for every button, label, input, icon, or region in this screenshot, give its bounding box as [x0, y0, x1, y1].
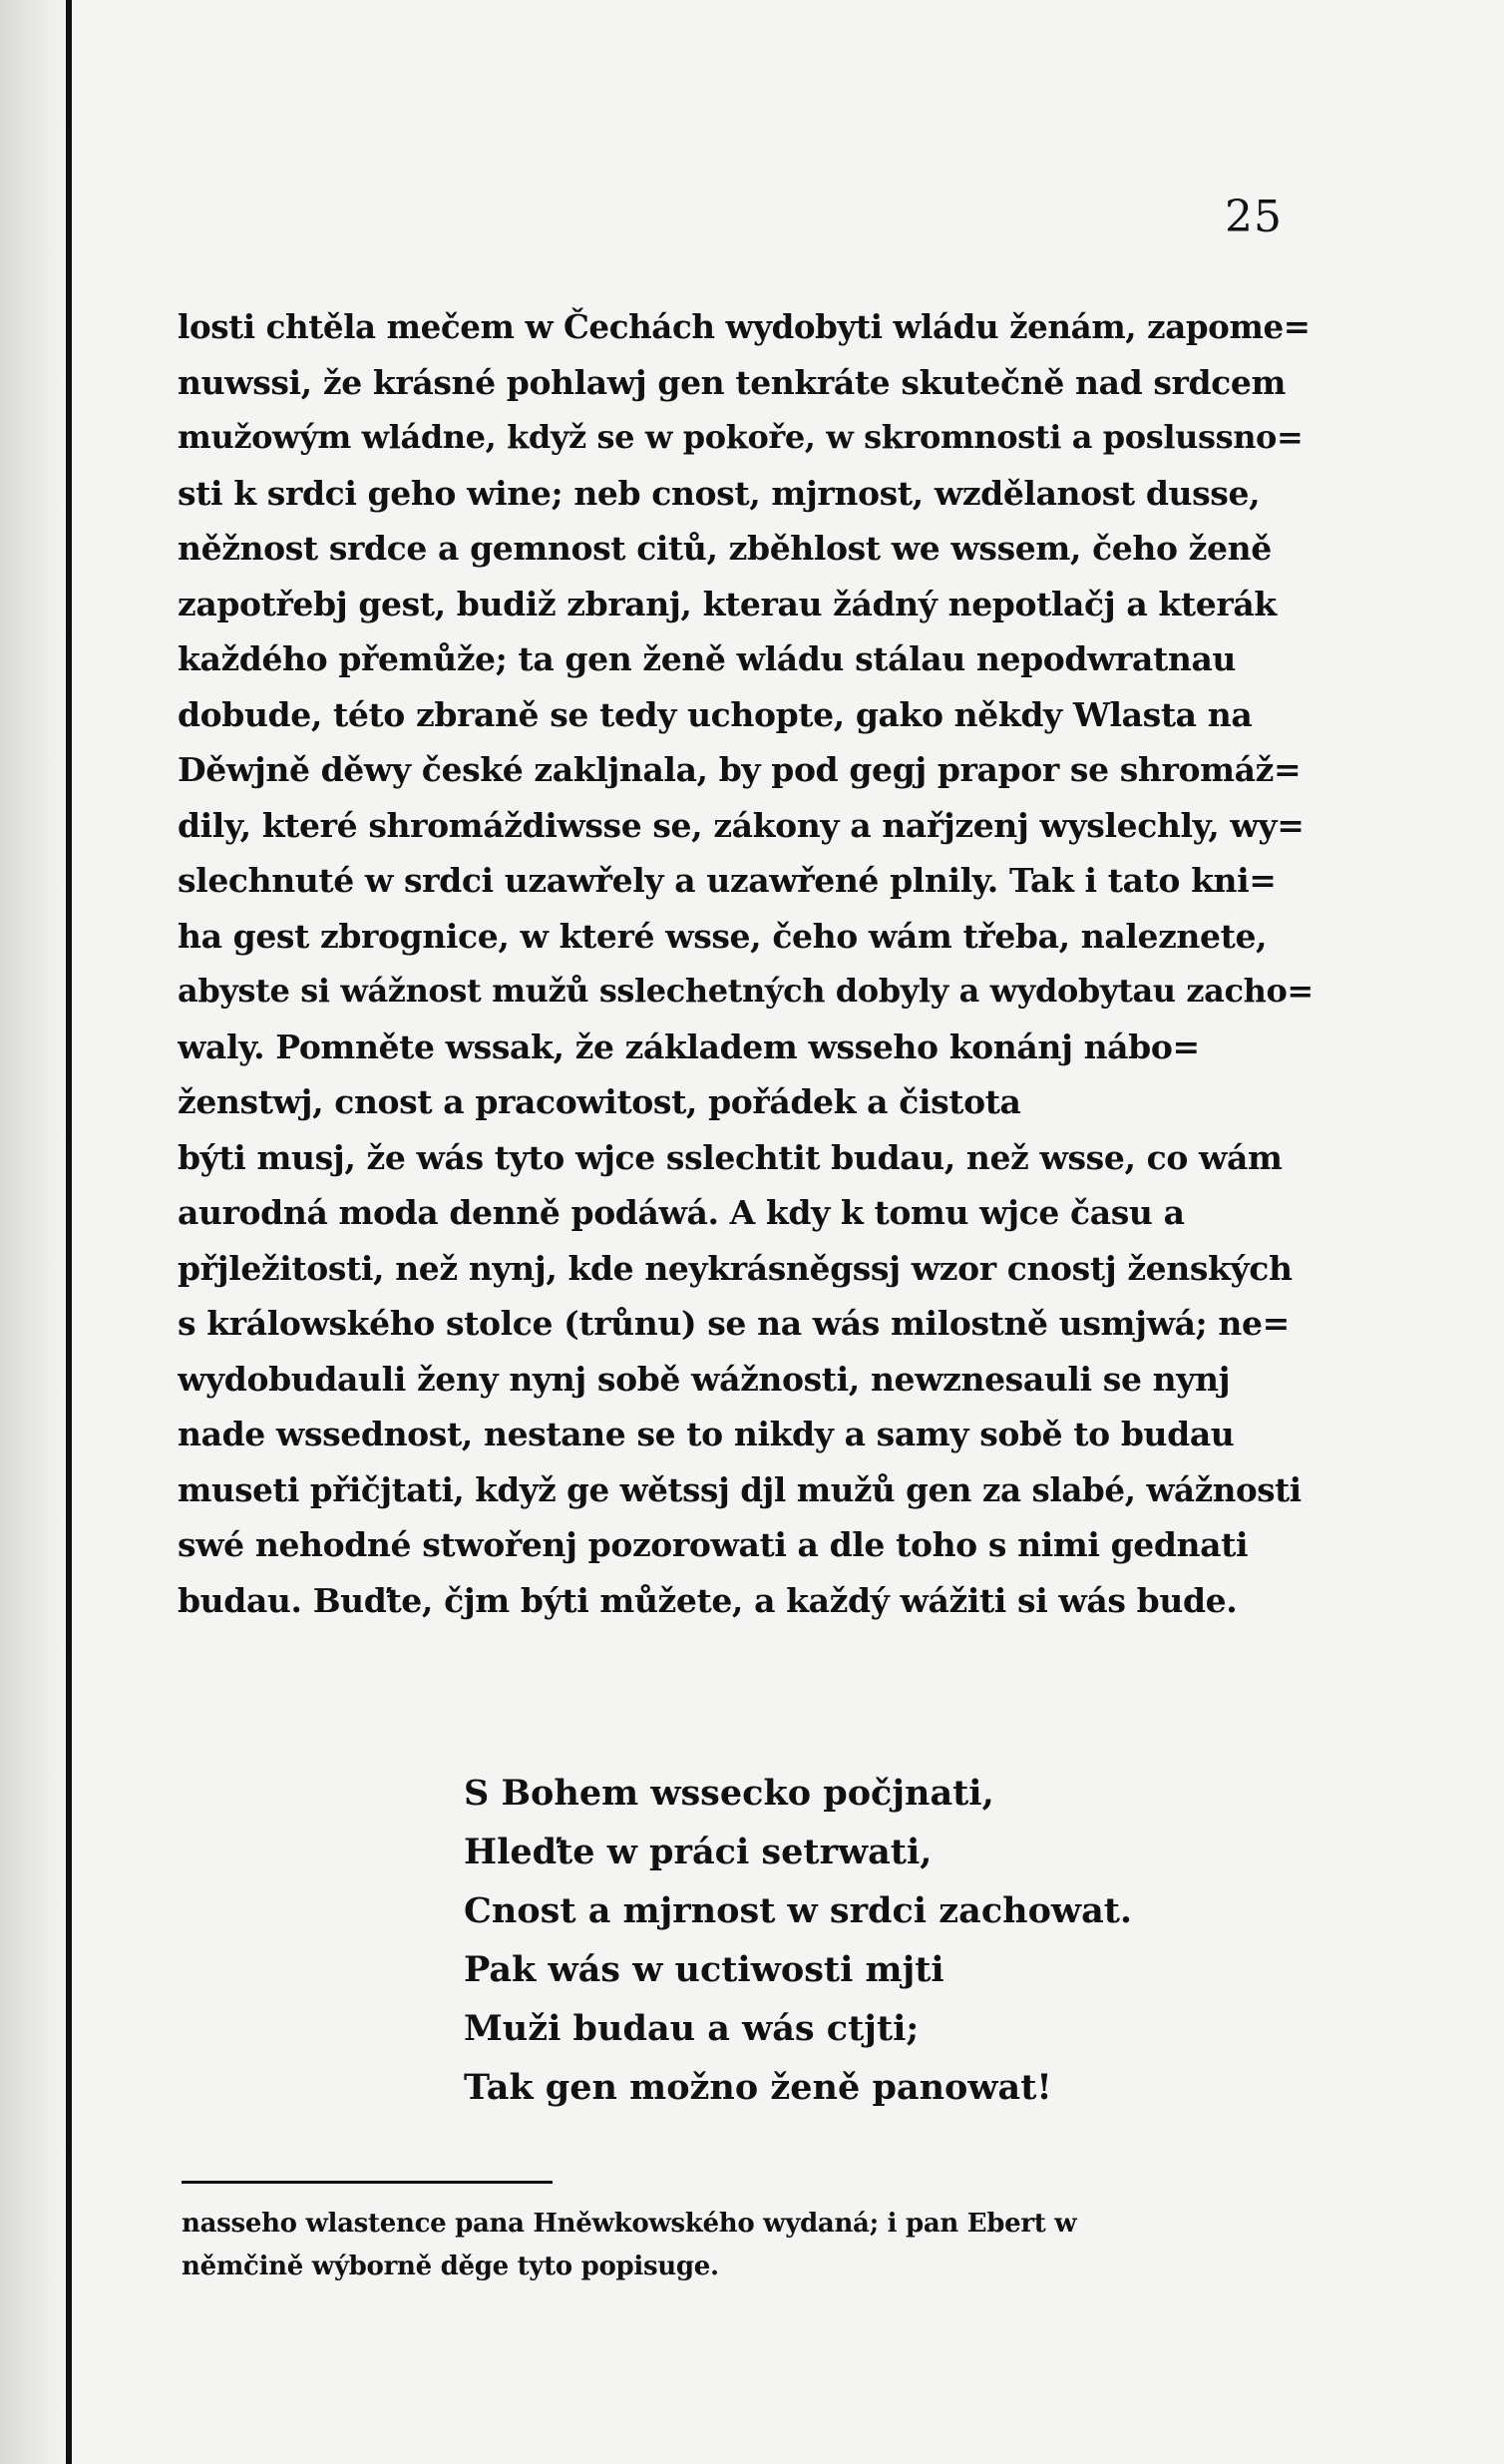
text-line: slechnuté w srdci uzawřely a uzawřené plnily. Tak i tato kni= — [178, 861, 1277, 900]
poem-line: Hleďte w práci setrwati, — [464, 1832, 933, 1872]
text-line: nuwssi, že krásné pohlawj gen tenkráte skutečně nad srdcem — [178, 362, 1286, 402]
text-line: ha gest zbrognice, w které wsse, čeho wám třeba, naleznete, — [178, 916, 1268, 956]
text-line: každého přemůže; ta gen ženě wládu stálau nepodwratnau — [178, 639, 1237, 678]
text-line: býti musj, že wás tyto wjce sslechtit budau, než wsse, co wám — [178, 1137, 1283, 1177]
footnote-line: němčině wýborně děge tyto popisuge. — [182, 2252, 719, 2281]
text-line: swé nehodné stwořenj pozorowati a dle toho s nimi gednati — [178, 1525, 1249, 1564]
text-line: abyste si wážnost mužů sslechetných dobyly a wydobytau zacho= — [178, 972, 1314, 1010]
text-line: dily, které shromáždiwsse se, zákony a nařjzenj wyslechly, wy= — [178, 805, 1305, 845]
text-line: losti chtěla mečem w Čechách wydobyti wládu ženám, zapome= — [178, 307, 1311, 346]
poem-line: S Bohem wssecko počjnati, — [464, 1773, 994, 1814]
text-line: s králowského stolce (trůnu) se na wás milostně usmjwá; ne= — [178, 1304, 1290, 1343]
text-line: přjležitosti, než nynj, kde neykrásněgssj wzor cnostj ženských — [178, 1248, 1293, 1288]
text-line: waly. Pomněte wssak, že základem wsseho konánj nábo= — [178, 1027, 1200, 1066]
body-text — [178, 299, 1315, 1628]
poem-line: Pak wás w uctiwosti mjti — [464, 1949, 944, 1990]
poem-verse-block — [464, 1764, 1262, 2117]
text-line: dobude, této zbraně se tedy uchopte, gako někdy Wlasta na — [178, 694, 1253, 734]
text-line: wydobudauli ženy nynj sobě wážnosti, newznesauli se nynj — [178, 1359, 1231, 1399]
page-number: 25 — [1225, 192, 1283, 242]
text-line: něžnost srdce a gemnost citů, zběhlost we wssem, čeho ženě — [178, 529, 1272, 568]
footnote-line: nasseho wlastence pana Hněwkowského wydaná; i pan Ebert w — [182, 2209, 1077, 2239]
text-line: museti přičjtati, když ge wětssj djl mužů gen za slabé, wážnosti — [178, 1469, 1302, 1509]
book-spine-edge — [0, 0, 72, 2464]
text-line: nade wssednost, nestane se to nikdy a samy sobě to budau — [178, 1415, 1235, 1453]
footnote-divider — [182, 2181, 553, 2184]
text-line: zapotřebj gest, budiž zbranj, kterau žádný nepotlačj a kterák — [178, 584, 1277, 623]
poem-line: Cnost a mjrnost w srdci zachowat. — [464, 1890, 1133, 1931]
poem-line: Muži budau a wás ctjti; — [464, 2008, 920, 2049]
text-line: budau. Buďte, čjm býti můžete, a každý wážiti si wás bude. — [178, 1580, 1238, 1620]
text-line: ženstwj, cnost a pracowitost, pořádek a čistota — [178, 1082, 1021, 1121]
text-line: Děwjně děwy české zakljnala, by pod gegj prapor se shromáž= — [178, 750, 1302, 789]
text-line: mužowým wládne, když se w pokoře, w skromnosti a poslussno= — [178, 418, 1304, 456]
text-line: sti k srdci geho wine; neb cnost, mjrnost, wzdělanost dusse, — [178, 473, 1261, 513]
text-line: aurodná moda denně podáwá. A kdy k tomu wjce času a — [178, 1193, 1185, 1232]
poem-line: Tak gen možno ženě panowat! — [464, 2067, 1052, 2108]
footnote — [182, 2203, 1318, 2288]
